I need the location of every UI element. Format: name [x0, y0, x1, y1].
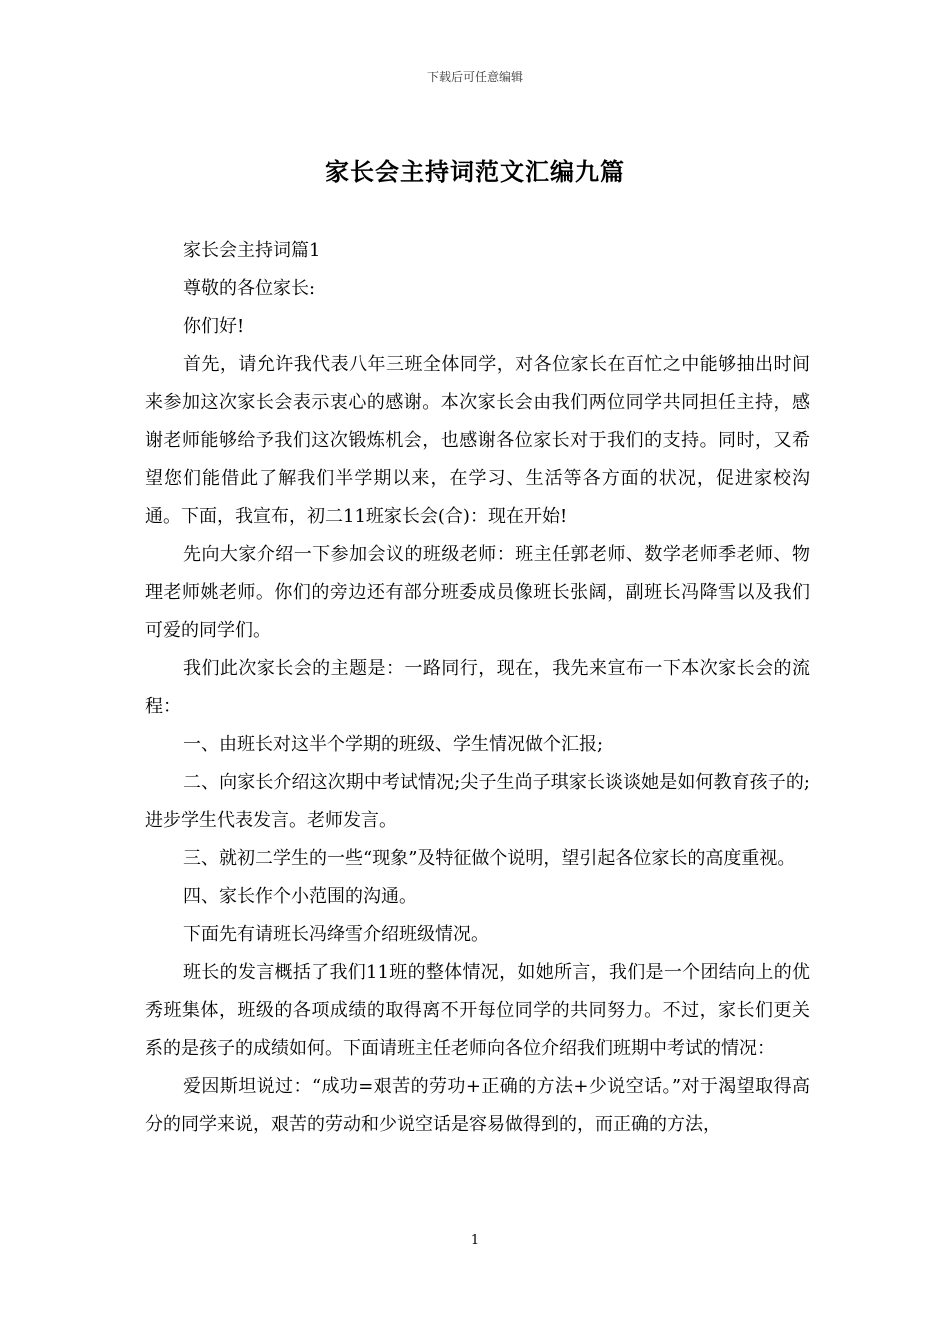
document-title: 家长会主持词范文汇编九篇: [325, 157, 625, 186]
paragraph: 我们此次家长会的主题是：一路同行，现在，我先来宣布一下本次家长会的流程：: [145, 658, 810, 717]
agenda-item: 二、向家长介绍这次期中考试情况;尖子生尚子琪家长谈谈她是如何教育孩子的;进步学生代表发言。老师发言。: [145, 772, 810, 831]
greeting: 你们好!: [183, 316, 245, 337]
paragraph: 先向大家介绍一下参加会议的班级老师：班主任郭老师、数学老师季老师、物理老师姚老师。你们的旁边还有部分班委成员像班长张阔，副班长冯降雪以及我们可爱的同学们。: [145, 544, 810, 641]
salutation: 尊敬的各位家长:: [183, 278, 316, 299]
paragraph: 班长的发言概括了我们11班的整体情况，如她所言，我们是一个团结向上的优秀班集体，班级的各项成绩的取得离不开每位同学的共同努力。不过，家长们更关系的是孩子的成绩如何。下面请班主任老师向各位介绍我们班期中考试的情况：: [145, 962, 810, 1059]
agenda-item: 四、家长作个小范围的沟通。: [183, 886, 417, 907]
paragraph: 首先，请允许我代表八年三班全体同学，对各位家长在百忙之中能够抽出时间来参加这次家长会表示衷心的感谢。本次家长会由我们两位同学共同担任主持，感谢老师能够给予我们这次锻炼机会，也感谢各位家长对于我们的支持。同时，又希望您们能借此了解我们半学期以来，在学习、生活等各方面的状况，促进家校沟通。下面，我宣布，初二11班家长会(合)：现在开始!: [145, 354, 810, 527]
paragraph: 下面先有请班长冯绛雪介绍班级情况。: [183, 924, 489, 945]
page-number: 1: [470, 1233, 480, 1248]
paragraph: 爱因斯坦说过：“成功=艰苦的劳功+正确的方法+少说空话。”对于渴望取得高分的同学来说，艰苦的劳动和少说空话是容易做得到的，而正确的方法，: [145, 1076, 810, 1135]
header-note: 下载后可任意编辑: [426, 70, 523, 84]
agenda-item: 一、由班长对这半个学期的班级、学生情况做个汇报;: [183, 734, 604, 755]
document-body: [145, 232, 810, 1144]
section-heading: 家长会主持词篇1: [183, 240, 321, 261]
agenda-item: 三、就初二学生的一些“现象”及特征做个说明，望引起各位家长的高度重视。: [183, 848, 796, 869]
